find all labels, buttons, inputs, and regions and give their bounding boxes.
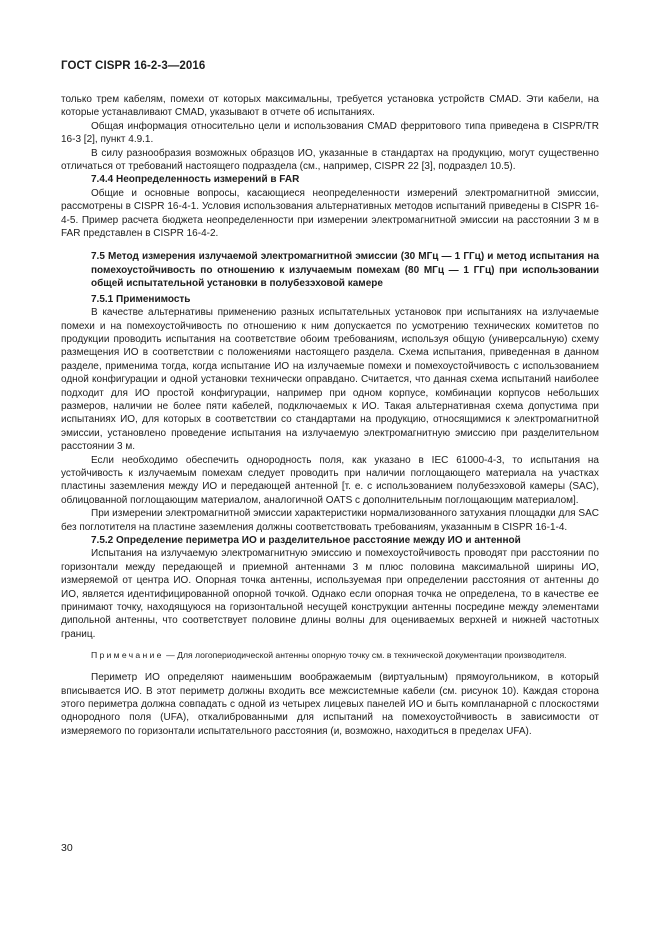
paragraph: Общие и основные вопросы, касающиеся неопределенности измерений электромагнитной эмиссии, рассмотрены в CISPR 16-4-1. Условия использования альтернативных методов испытаний приведены в CISPR 16-4-5. Пример расчета бюджета неопределенности при измерении электромагнитной эмиссии на расстоянии 3 м в FAR представлен в CISPR 16-4-2. — [61, 187, 599, 240]
page-number: 30 — [61, 842, 73, 854]
paragraph: При измерении электромагнитной эмиссии характеристики нормализованного затухания площадки для SAC без поглотителя на пластине заземления должны соответствовать требованиям, указанным в CISPR 16-1-4. — [61, 508, 599, 533]
document-header-title: ГОСТ CISPR 16-2-3—2016 — [61, 60, 206, 72]
paragraph: Испытания на излучаемую электромагнитную эмиссию и помехоустойчивость проводят при расстоянии по горизонтали между передающей и приемной антеннами 3 м плюс половина максимальной ширины ИО, измеряемой от центра ИО. Опорная точка антенны, используемая при определении расстояния от антенны до ИО, является идентифицированной опорной точкой. Однако если опорная точка не определена, то в качестве ее принимают точку, находящуюся на горизонтальной несущей конструкции антенны посредине между элементами дипольной антенны, что соответствует половине длины волны для оцениваемых верхней и нижней частотных границ. — [61, 548, 599, 640]
note-label: Примечание — [91, 650, 164, 661]
paragraph: В качестве альтернативы применению разных испытательных установок при испытаниях на излучаемые помехи и на помехоустойчивость по отношению к ним допускается по усмотрению технических комитетов по продукции проводить испытания на соответствие обоим требованиям, используя общую (универсальную) схему размещения ИО в соответствии с положениями настоящего раздела. Схема испытания, приведенная в данном разделе, применима тогда, когда испытание ИО на излучаемые помехи и помехоустойчивость с использованием одной конфигурации и одной установки технически оправдано. Считается, что данная схема испытаний наиболее подходит для ИО простой конфигурации, например при одном корпусе, комбинации корпусов небольших размеров, наличии не более пяти кабелей, подключаемых к ИО. Такая альтернативная схема допустима при испытаниях ИО, для которых в соответствии со стандартами на продукцию, относящимися к электромагнитной эмиссии, установлено проведение испытания на излучаемую электромагнитную эмиссию при разделительном расстоянии 3 м. — [61, 307, 599, 453]
document-body — [61, 93, 599, 738]
note-dash: — — [163, 650, 178, 661]
note — [61, 649, 599, 661]
paragraph: Общая информация относительно цели и использования CMAD ферритового типа приведена в CISPR/TR 16-3 [2], пункт 4.9.1. — [61, 120, 599, 146]
section-heading-7-5-1: 7.5.1 Применимость — [91, 293, 191, 305]
paragraph: Периметр ИО определяют наименьшим воображаемым (виртуальным) прямоугольником, в который вписывается ИО. В этот периметр должны входить все межсистемные кабели (см. рисунок 10). Каждая сторона этого периметра должна совпадать с одной из четырех лицевых панелей ИО и быть компланарной с плоскостями однородного поля (UFA), откалиброванными для испытаний на помехоустойчивость в зависимости от измеряемого по горизонтали испытательного расстояния (и, возможно, находиться в пределах UFA). — [61, 672, 599, 737]
section-heading-7-4-4: 7.4.4 Неопределенность измерений в FAR — [91, 174, 300, 186]
paragraph: только трем кабелям, помехи от которых максимальны, требуется установка устройств CMAD. Эти кабели, на которые устанавливают CMAD, указывают в отчете об испытаниях. — [61, 94, 599, 119]
section-heading-7-5-2: 7.5.2 Определение периметра ИО и разделительное расстояние между ИО и антенной — [91, 535, 521, 546]
paragraph: В силу разнообразия возможных образцов ИО, указанные в стандартах на продукцию, могут существенно отличаться от требований настоящего подраздела (см., например, CISPR 22 [3], подраздел 10.5). — [61, 147, 599, 173]
section-heading-7-5: 7.5 Метод измерения излучаемой электромагнитной эмиссии (30 МГц — 1 ГГц) и метод испытания на помехоустойчивость по отношению к излучаемым помехам (80 МГц — 1 ГГц) при использовании общей испытательной установки в полубезэховой камере — [91, 251, 599, 290]
paragraph: Если необходимо обеспечить однородность поля, как указано в IEC 61000-4-3, то испытания на устойчивость к излучаемым помехам следует проводить при наличии поглощающего материала на участках пластины заземления между ИО и передающей антенной [т. е. с использованием полубезэховой камеры (SAC), облицованной поглощающим материалом, аналогичной OATS с дополнительным поглощающим материалом]. — [61, 454, 599, 506]
note-text: Для логопериодической антенны опорную точку см. в технической документации производителя. — [177, 650, 567, 661]
